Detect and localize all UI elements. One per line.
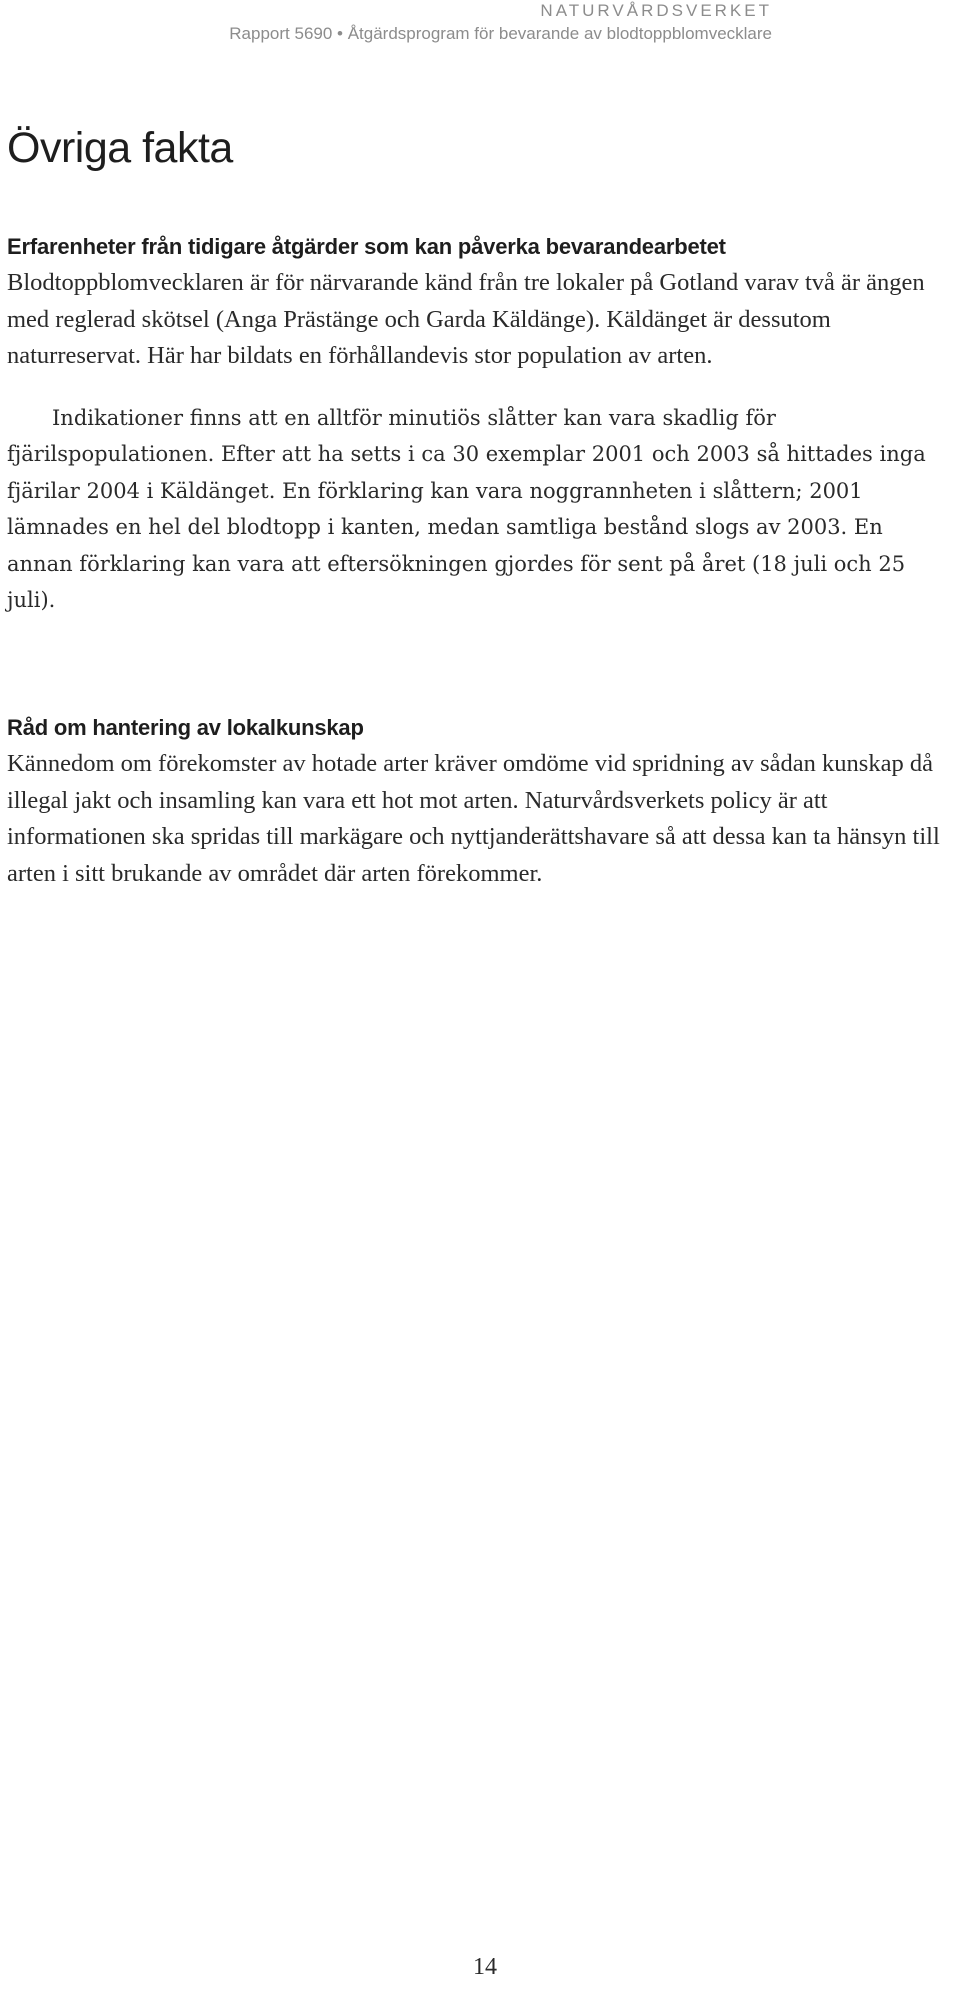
paragraph: Kännedom om förekomster av hotade arter kräver omdöme vid spridning av sådan kunskap då illegal jakt och insamling kan vara ett hot mot arten. Naturvårdsverkets policy är att informationen ska spridas till markägare och nyttjanderättshavare så att dessa kan ta hänsyn till arten i sitt brukande av området där arten förekommer.: [7, 750, 940, 887]
page-number: 14: [473, 1954, 497, 1980]
paragraph: Blodtoppblomvecklaren är för närvarande känd från tre lokaler på Gotland varav två är ängen med reglerad skötsel (Anga Prästänge och Garda Käldänge). Käldänget är dessutom naturreservat. Här har bildats en förhållandevis stor population av arten.: [7, 269, 925, 369]
running-header: [229, 0, 772, 46]
section-heading: Råd om hantering av lokalkunskap: [7, 715, 364, 740]
section-previous-experiences: [7, 229, 947, 619]
page-title: Övriga fakta: [7, 124, 233, 172]
header-report-title: Rapport 5690 • Åtgärdsprogram för bevarande av blodtoppblomvecklare: [229, 24, 772, 43]
section-local-knowledge-advice: [7, 710, 947, 892]
header-organization: NATURVÅRDSVERKET: [540, 1, 772, 20]
paragraph: Indikationer finns att en alltför minutiös slåtter kan vara skadlig för fjärilspopulationen. Efter att ha setts i ca 30 exemplar 2001 och 2003 så hittades inga fjärilar 2004 i Käldänget. En förklaring kan vara noggrannheten i slåttern; 2001 lämnades en hel del blodtopp i kanten, medan samtliga bestånd slogs av 2003. En annan förklaring kan vara att eftersökningen gjordes för sent på året (18 juli och 25 juli).: [7, 405, 926, 613]
section-heading: Erfarenheter från tidigare åtgärder som kan påverka bevarandearbetet: [7, 234, 726, 259]
